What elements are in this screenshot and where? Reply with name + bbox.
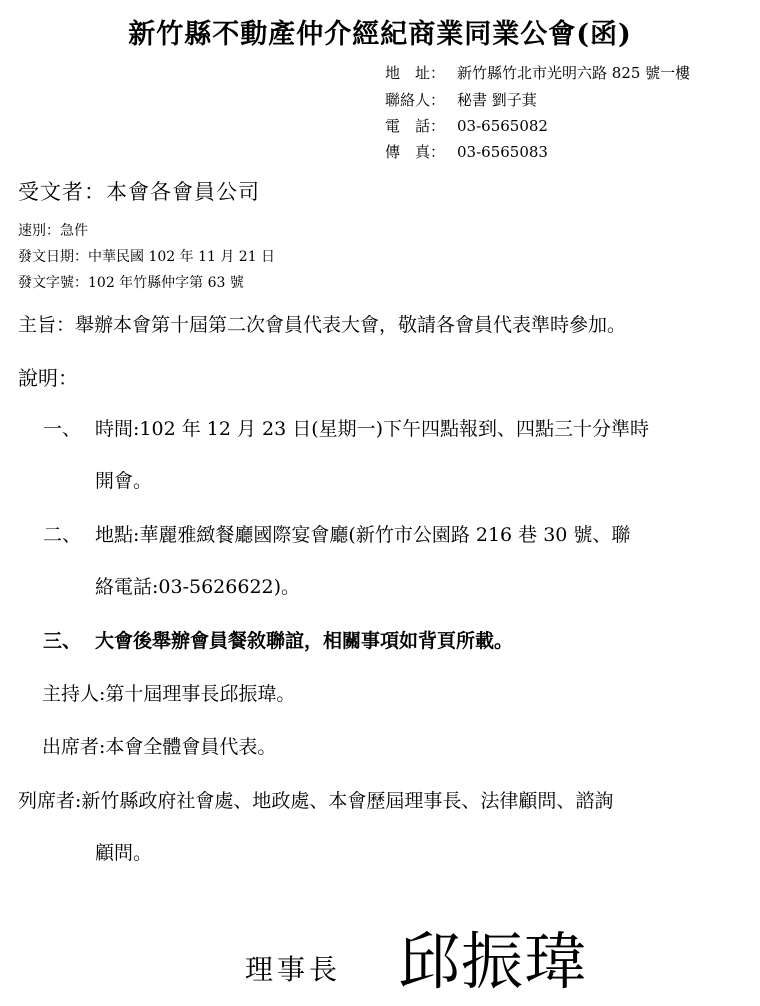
description-label: 說明： — [18, 366, 78, 390]
meta-date: 發文日期：中華民國 102 年 11 月 21 日 — [18, 249, 276, 265]
subject: 主旨：舉辦本會第十屆第二次會員代表大會，敬請各會員代表準時參加。 — [18, 314, 627, 336]
item1-line2: 開會。 — [95, 470, 153, 492]
observers-line2: 顧問。 — [95, 842, 153, 864]
observers-line1: 列席者:新竹縣政府社會處、地政處、本會歷屆理事長、法律顧問、諮詢 — [18, 790, 614, 812]
item1-number: 一、 — [43, 418, 82, 440]
contact-address — [385, 62, 690, 83]
fax-value: 03-6565083 — [457, 143, 548, 161]
address-value: 新竹縣竹北市光明六路 825 號一樓 — [457, 64, 691, 82]
contact-person — [385, 89, 537, 110]
address-label: 地 址： — [385, 64, 446, 82]
host-line: 主持人:第十屆理事長邱振瑋。 — [42, 683, 296, 705]
item1-line1: 時間:102 年 12 月 23 日(星期一)下午四點報到、四點三十分準時 — [95, 418, 650, 440]
recipient: 受文者：本會各會員公司 — [18, 180, 260, 204]
item3-line1: 大會後舉辦會員餐敘聯誼，相關事項如背頁所載。 — [95, 630, 514, 652]
item2-number: 二、 — [43, 524, 82, 546]
contact-phone — [385, 115, 548, 136]
item2-line2: 絡電話:03-5626622)。 — [95, 576, 301, 598]
chairman-signature: 邱振瑋 — [398, 925, 588, 998]
item2-line1: 地點:華麗雅緻餐廳國際宴會廳(新竹市公園路 216 巷 30 號、聯 — [95, 524, 631, 546]
contact-person-value: 秘書 劉子萁 — [457, 91, 537, 109]
meta-speed: 速別：急件 — [18, 223, 88, 239]
contact-person-label: 聯絡人： — [385, 91, 446, 109]
chairman-title: 理事長 — [245, 953, 342, 986]
fax-label: 傳 真： — [385, 143, 446, 161]
contact-fax — [385, 141, 548, 162]
item3-number: 三、 — [43, 630, 82, 652]
document-title: 新竹縣不動產仲介經紀商業同業公會(函) — [128, 19, 632, 50]
attendees-line: 出席者:本會全體會員代表。 — [42, 736, 277, 758]
meta-reference: 發文字號：102 年竹縣仲字第 63 號 — [18, 275, 244, 291]
phone-label: 電 話： — [385, 117, 446, 135]
phone-value: 03-6565082 — [457, 117, 548, 135]
